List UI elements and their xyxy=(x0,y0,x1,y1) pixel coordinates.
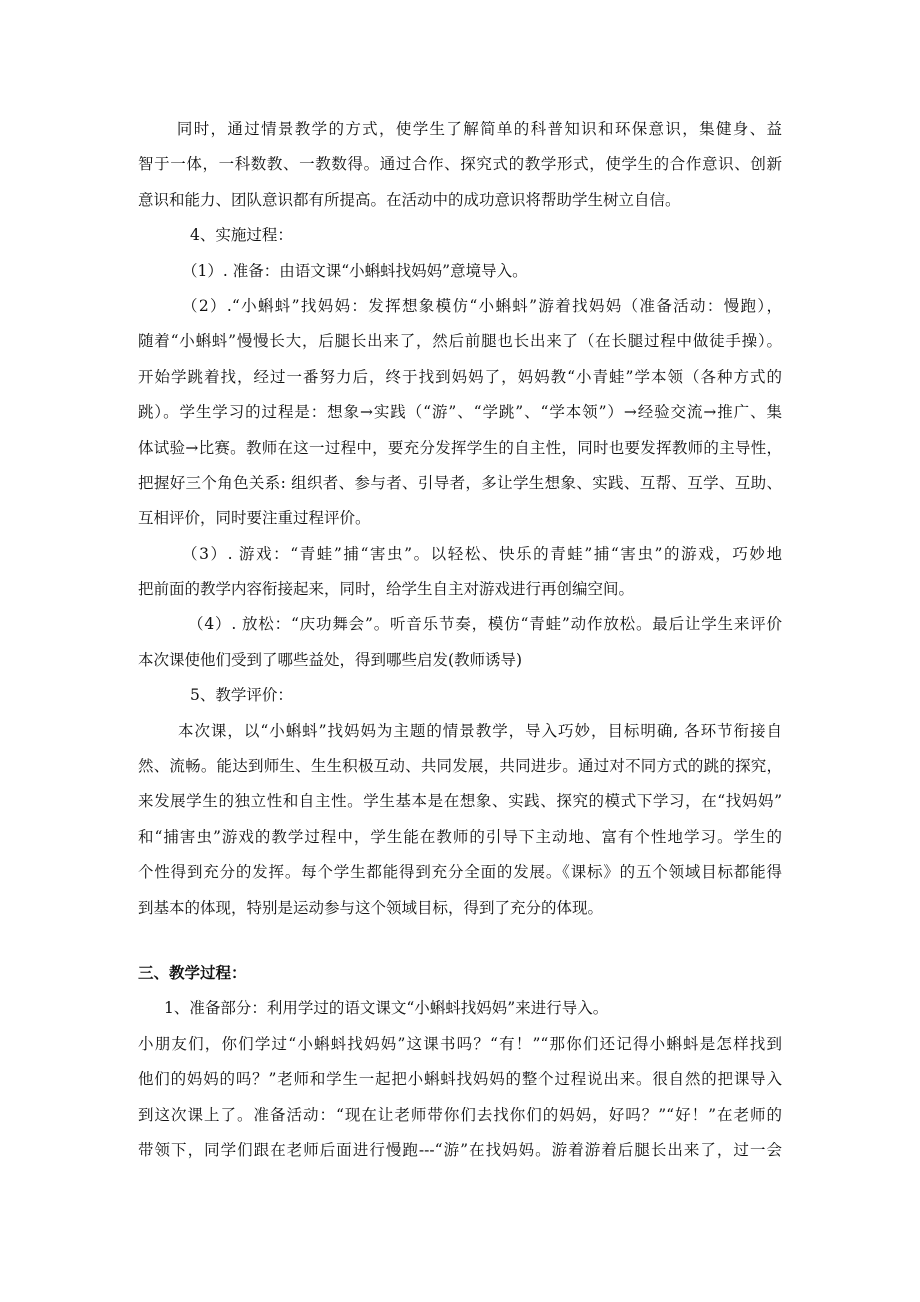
paragraph-line: 到基本的体现，特别是运动参与这个领域目标，得到了充分的体现。 xyxy=(138,898,604,917)
paragraph-line: 1、准备部分：利用学过的语文课文“小蝌蚪找妈妈”来进行导入。 xyxy=(164,999,609,1018)
paragraph-line: 本次课，以“小蝌蚪”找妈妈为主题的情景教学，导入巧妙，目标明确, 各环节衔接自 xyxy=(178,721,782,740)
document-body xyxy=(138,112,782,1168)
section-title: 5、教学评价： xyxy=(190,686,293,705)
paragraph-line: （2）.“小蝌蚪”找妈妈：发挥想象模仿“小蝌蚪”游着找妈妈（准备活动：慢跑）， xyxy=(182,296,782,315)
paragraph-line: （3）. 游戏：“青蛙”捕“害虫”。以轻松、快乐的青蛙”捕“害虫”的游戏，巧妙地 xyxy=(182,544,782,563)
paragraph-line: 和“捕害虫”游戏的教学过程中，学生能在教师的引导下主动地、富有个性地学习。学生的 xyxy=(138,827,782,846)
paragraph-line: 意识和能力、团队意识都有所提高。在活动中的成功意识将帮助学生树立自信。 xyxy=(138,190,681,209)
paragraph-line: 来发展学生的独立性和自主性。学生基本是在想象、实践、探究的模式下学习，在“找妈妈” xyxy=(138,792,782,811)
paragraph-line: 同时，通过情景教学的方式，使学生了解简单的科普知识和环保意识，集健身、益 xyxy=(160,120,782,138)
paragraph-line: （4）. 放松：“庆功舞会”。听音乐节奏，模仿“青蛙”动作放松。最后让学生来评价 xyxy=(188,615,782,634)
paragraph-line: 个性得到充分的发挥。每个学生都能得到充分全面的发展。《课标》的五个领域目标都能得 xyxy=(138,863,782,882)
paragraph-line: 然、流畅。能达到师生、生生积极互动、共同发展，共同进步。通过对不同方式的跳的探究， xyxy=(138,757,782,776)
paragraph-line: 开始学跳着找，经过一番努力后，终于找到妈妈了，妈妈教“小青蛙”学本领（各种方式的 xyxy=(138,367,782,386)
paragraph-line: 把前面的教学内容衔接起来，同时，给学生自主对游戏进行再创编空间。 xyxy=(138,580,635,599)
paragraph-line: 本次课使他们受到了哪些益处，得到哪些启发(教师诱导) xyxy=(138,650,523,669)
paragraph-line: 体试验→比赛。教师在这一过程中，要充分发挥学生的自主性，同时也要发挥教师的主导性， xyxy=(138,438,782,457)
paragraph-line: （1）. 准备：由语文课“小蝌蚪找妈妈”意境导入。 xyxy=(182,261,528,280)
paragraph-line: 互相评价，同时要注重过程评价。 xyxy=(138,509,371,528)
section-title: 4、实施过程： xyxy=(190,226,293,245)
paragraph-line: 他们的妈妈的吗？”老师和学生一起把小蝌蚪找妈妈的整个过程说出来。很自然的把课导入 xyxy=(138,1070,782,1089)
paragraph-line: 小朋友们，你们学过“小蝌蚪找妈妈”这课书吗？“有！”“那你们还记得小蝌蚪是怎样找到 xyxy=(138,1034,782,1053)
paragraph-line: 跳）。学生学习的过程是：想象→实践（“游”、“学跳”、“学本领”）→经验交流→推广、集 xyxy=(138,403,782,422)
paragraph-line: 智于一体，一科数教、一教数得。通过合作、探究式的教学形式，使学生的合作意识、创新 xyxy=(138,155,782,174)
paragraph-line: 到这次课上了。准备活动：“现在让老师带你们去找你们的妈妈，好吗？”“好！”在老师的 xyxy=(138,1105,782,1124)
paragraph-line: 带领下，同学们跟在老师后面进行慢跑---“游”在找妈妈。游着游着后腿长出来了，过一会 xyxy=(138,1140,782,1159)
section-gap xyxy=(138,926,782,956)
paragraph-line: 把握好三个角色关系: 组织者、参与者、引导者，多让学生想象、实践、互帮、互学、互助、 xyxy=(138,473,782,492)
section-heading: 三、教学过程： xyxy=(138,963,247,982)
paragraph-line: 随着“小蝌蚪”慢慢长大，后腿长出来了，然后前腿也长出来了（在长腿过程中做徒手操）。 xyxy=(138,332,782,351)
